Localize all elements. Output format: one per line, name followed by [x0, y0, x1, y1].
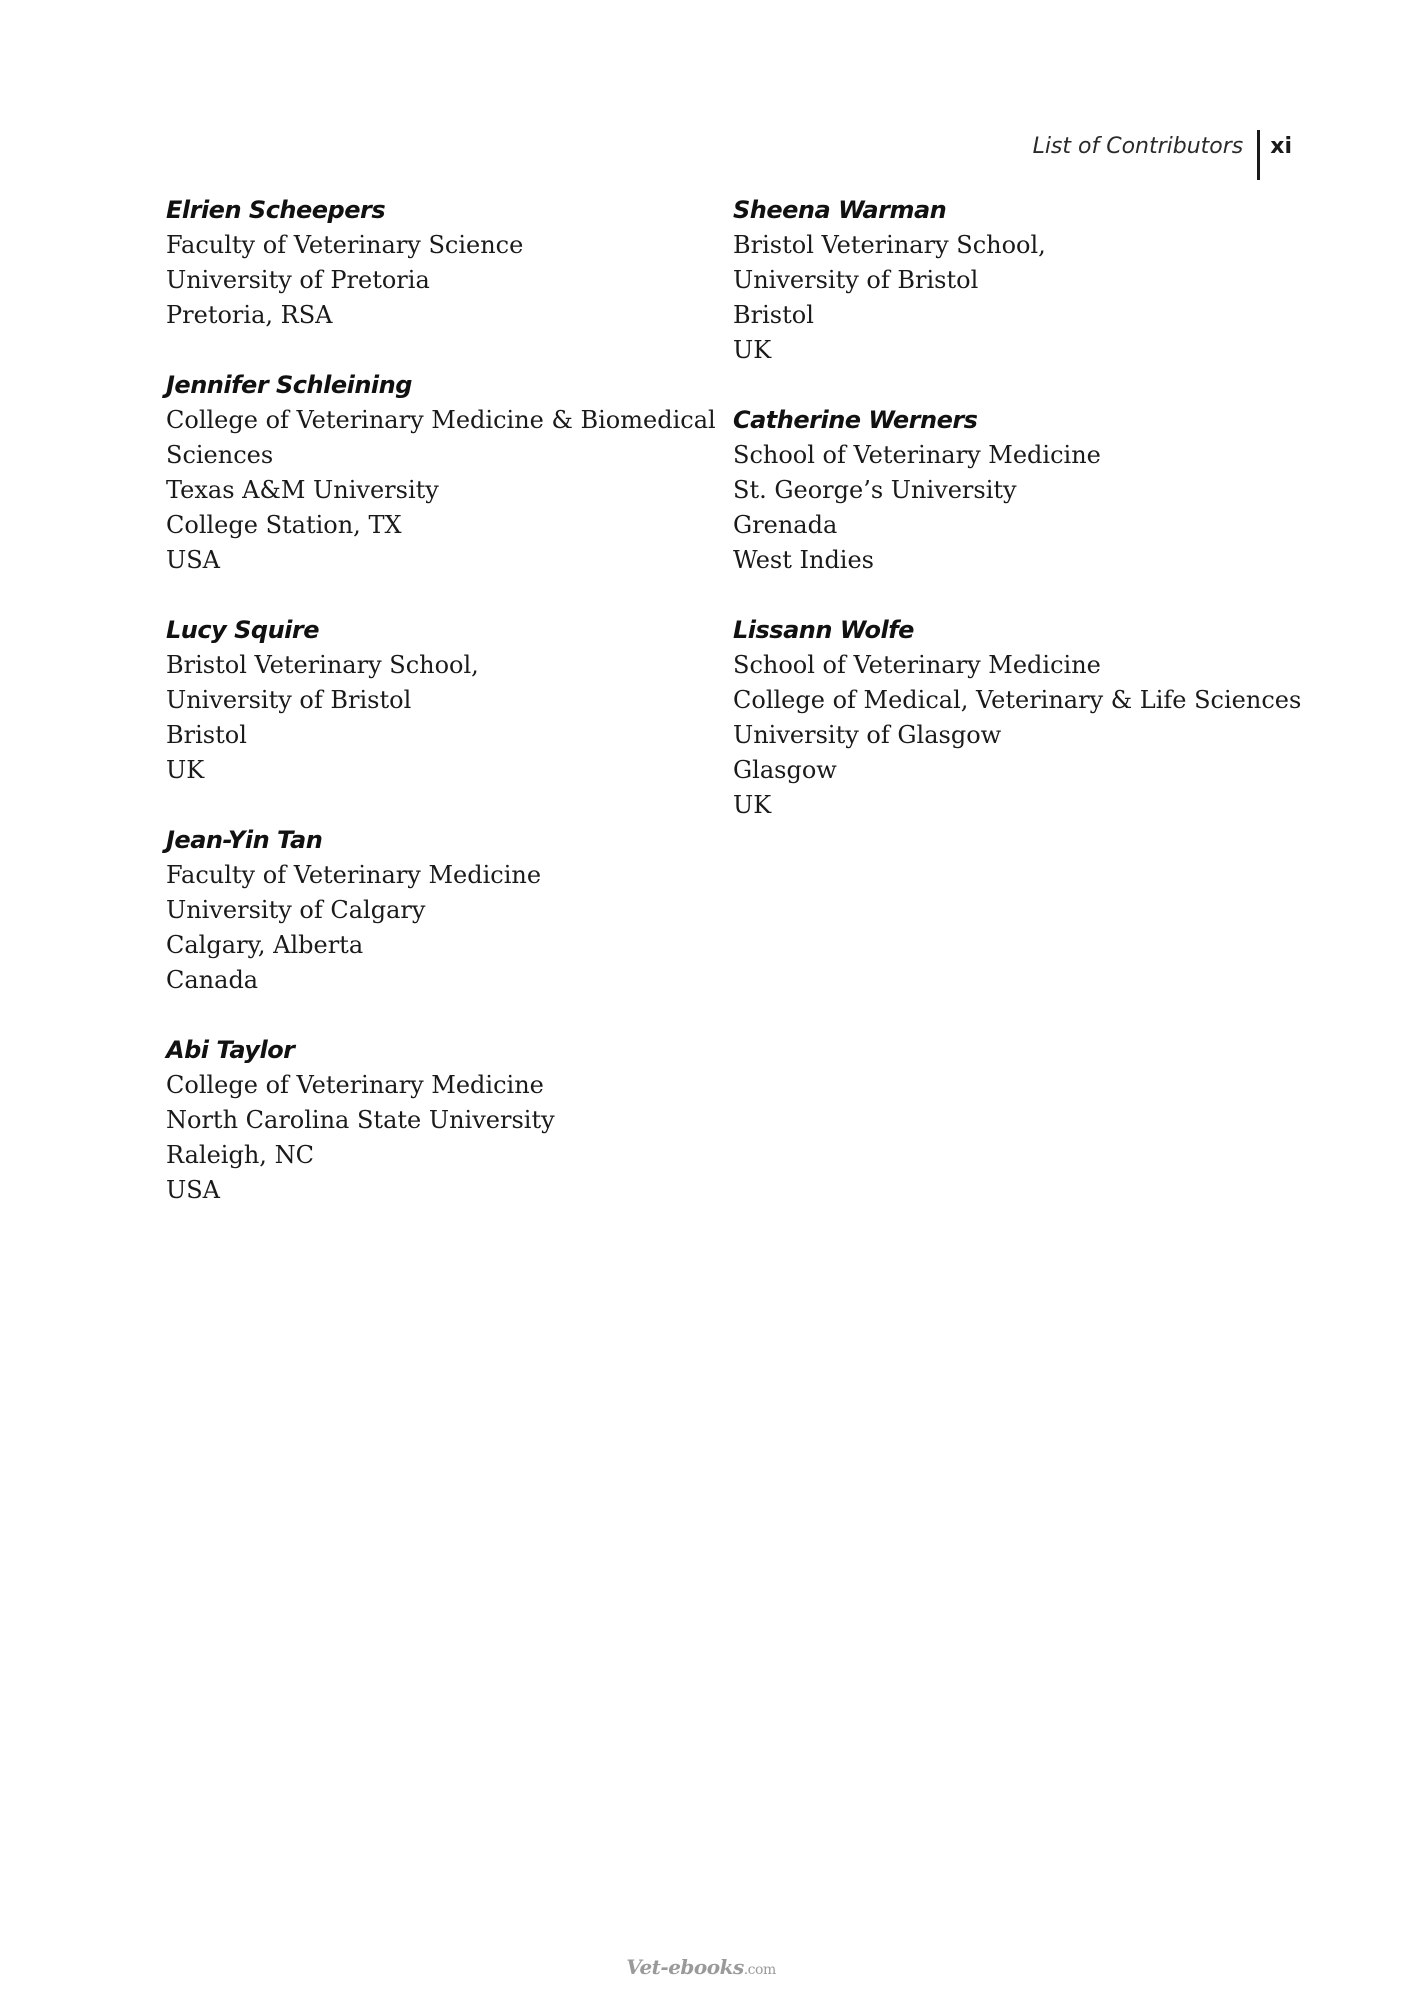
affiliation-line: Sciences — [166, 441, 274, 469]
watermark-logo — [0, 1955, 1402, 1979]
affiliation-line: USA — [166, 1176, 220, 1204]
affiliation-line: University of Calgary — [166, 896, 426, 924]
affiliation-line: University of Bristol — [733, 266, 979, 294]
affiliation-line: Bristol — [733, 301, 814, 329]
affiliation-line: Bristol Veterinary School, — [166, 651, 479, 679]
running-header-title: List of Contributors — [1032, 134, 1244, 159]
contributor-entry — [733, 612, 1333, 823]
contributor-name: Lissann Wolfe — [733, 616, 914, 644]
running-header — [1033, 130, 1292, 180]
contributor-name: Sheena Warman — [733, 196, 947, 224]
affiliation-line: College of Veterinary Medicine — [166, 1071, 544, 1099]
affiliation-line: School of Veterinary Medicine — [733, 651, 1101, 679]
contributor-name: Lucy Squire — [166, 616, 319, 644]
affiliation-line: UK — [733, 336, 772, 364]
affiliation-line: UK — [166, 756, 205, 784]
affiliation-line: UK — [733, 791, 772, 819]
affiliation-line: Grenada — [733, 511, 838, 539]
affiliation-line: Bristol Veterinary School, — [733, 231, 1046, 259]
contributors-left-column — [166, 192, 726, 1242]
contributor-name: Jean-Yin Tan — [166, 826, 323, 854]
affiliation-line: College Station, TX — [166, 511, 402, 539]
affiliation-line: Texas A&M University — [166, 476, 439, 504]
contributor-entry — [733, 402, 1333, 578]
affiliation-line: College of Veterinary Medicine & Biomedical — [166, 406, 716, 434]
affiliation-line: Canada — [166, 966, 259, 994]
contributor-name: Catherine Werners — [733, 406, 978, 434]
contributor-entry — [166, 367, 726, 578]
watermark-suffix: .com — [743, 1962, 776, 1978]
affiliation-line: College of Medical, Veterinary & Life Sciences — [733, 686, 1302, 714]
affiliation-line: University of Pretoria — [166, 266, 430, 294]
affiliation-line: Raleigh, NC — [166, 1141, 314, 1169]
affiliation-line: Pretoria, RSA — [166, 301, 333, 329]
affiliation-line: University of Bristol — [166, 686, 412, 714]
affiliation-line: Calgary, Alberta — [166, 931, 364, 959]
contributor-entry — [166, 192, 726, 333]
contributor-entry — [166, 1032, 726, 1208]
affiliation-line: St. George’s University — [733, 476, 1017, 504]
affiliation-line: North Carolina State University — [166, 1106, 555, 1134]
contributor-entry — [166, 822, 726, 998]
affiliation-line: Glasgow — [733, 756, 837, 784]
contributor-name: Abi Taylor — [166, 1036, 295, 1064]
affiliation-line: University of Glasgow — [733, 721, 1002, 749]
affiliation-line: School of Veterinary Medicine — [733, 441, 1101, 469]
contributor-entry — [733, 192, 1333, 368]
page-number: xi — [1270, 134, 1292, 159]
contributor-name: Elrien Scheepers — [166, 196, 386, 224]
affiliation-line: Faculty of Veterinary Medicine — [166, 861, 542, 889]
watermark-text: Vet-ebooks — [626, 1955, 744, 1979]
contributors-right-column — [733, 192, 1333, 857]
affiliation-line: Bristol — [166, 721, 247, 749]
affiliation-line: West Indies — [733, 546, 874, 574]
contributor-name: Jennifer Schleining — [166, 371, 412, 399]
affiliation-line: USA — [166, 546, 220, 574]
affiliation-line: Faculty of Veterinary Science — [166, 231, 524, 259]
contributor-entry — [166, 612, 726, 788]
